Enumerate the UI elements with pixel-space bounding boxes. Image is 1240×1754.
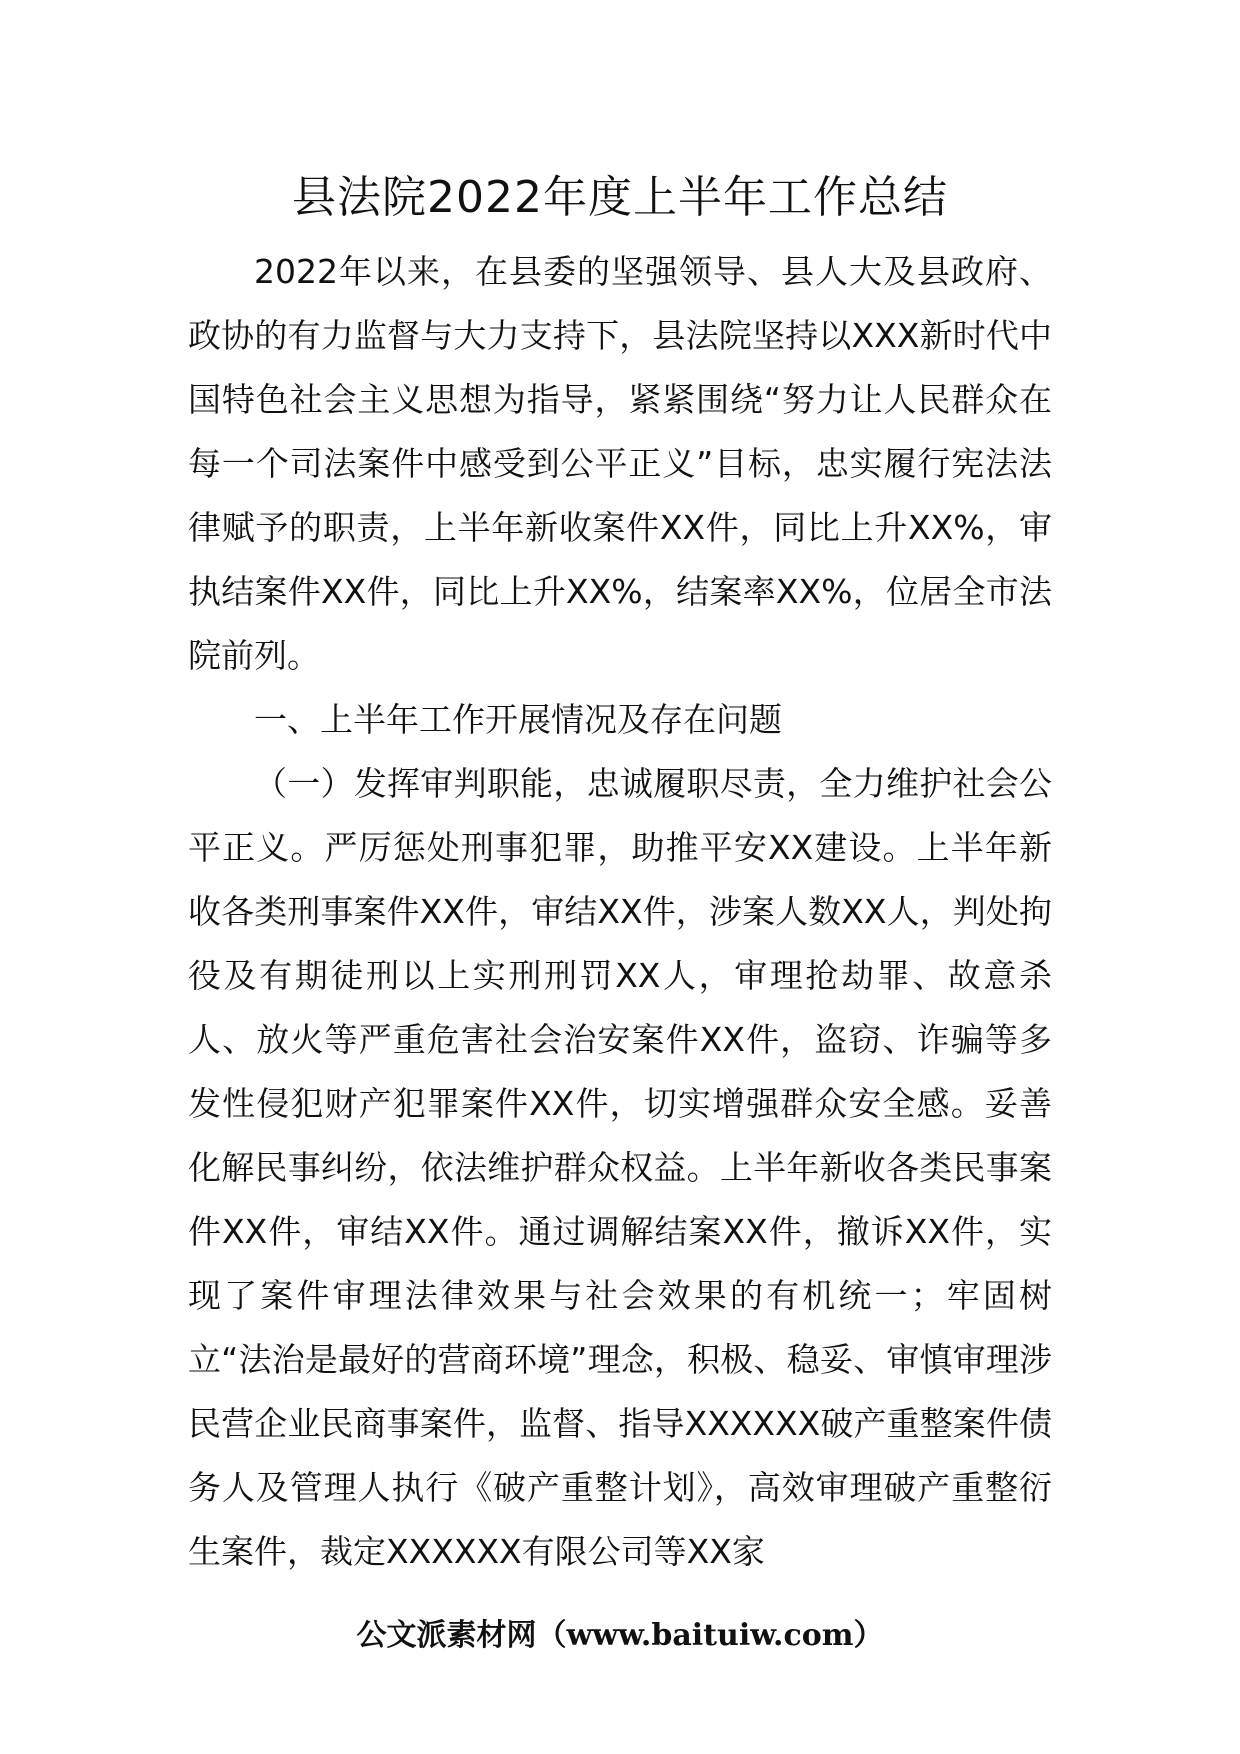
paragraph-section-1: （一）发挥审判职能，忠诚履职尽责，全力维护社会公平正义。严厉惩处刑事犯罪，助推平安XX建设。上半年新收各类刑事案件XX件，审结XX件，涉案人数XX人，判处拘役及有期徒刑以上实刑刑罚XX人，审理抢劫罪、故意杀人、放火等严重危害社会治安案件XX件，盗窃、诈骗等多发性侵犯财产犯罪案件XX件，切实增强群众安全感。妥善化解民事纠纷，依法维护群众权益。上半年新收各类民事案件XX件，审结XX件。通过调解结案XX件，撤诉XX件，实现了案件审理法律效果与社会效果的有机统一；牢固树立“法治是最好的营商环境”理念，积极、稳妥、审慎审理涉民营企业民商事案件，监督、指导XXXXXX破产重整案件债务人及管理人执行《破产重整计划》，高效审理破产重整衍生案件，裁定XXXXXX有限公司等XX家	[188, 764, 1052, 1571]
section-heading: 一、上半年工作开展情况及存在问题	[254, 700, 782, 739]
document-body	[188, 240, 1052, 1584]
paragraph-intro: 2022年以来，在县委的坚强领导、县人大及县政府、政协的有力监督与大力支持下，县法院坚持以XXX新时代中国特色社会主义思想为指导，紧紧围绕“努力让人民群众在每一个司法案件中感受到公平正义”目标，忠实履行宪法法律赋予的职责，上半年新收案件XX件，同比上升XX%，审执结案件XX件，同比上升XX%，结案率XX%，位居全市法院前列。	[188, 252, 1052, 675]
document-title: 县法院2022年度上半年工作总结	[292, 172, 948, 223]
footer-watermark: 公文派素材网（www.baituiw.com）	[356, 1618, 884, 1653]
